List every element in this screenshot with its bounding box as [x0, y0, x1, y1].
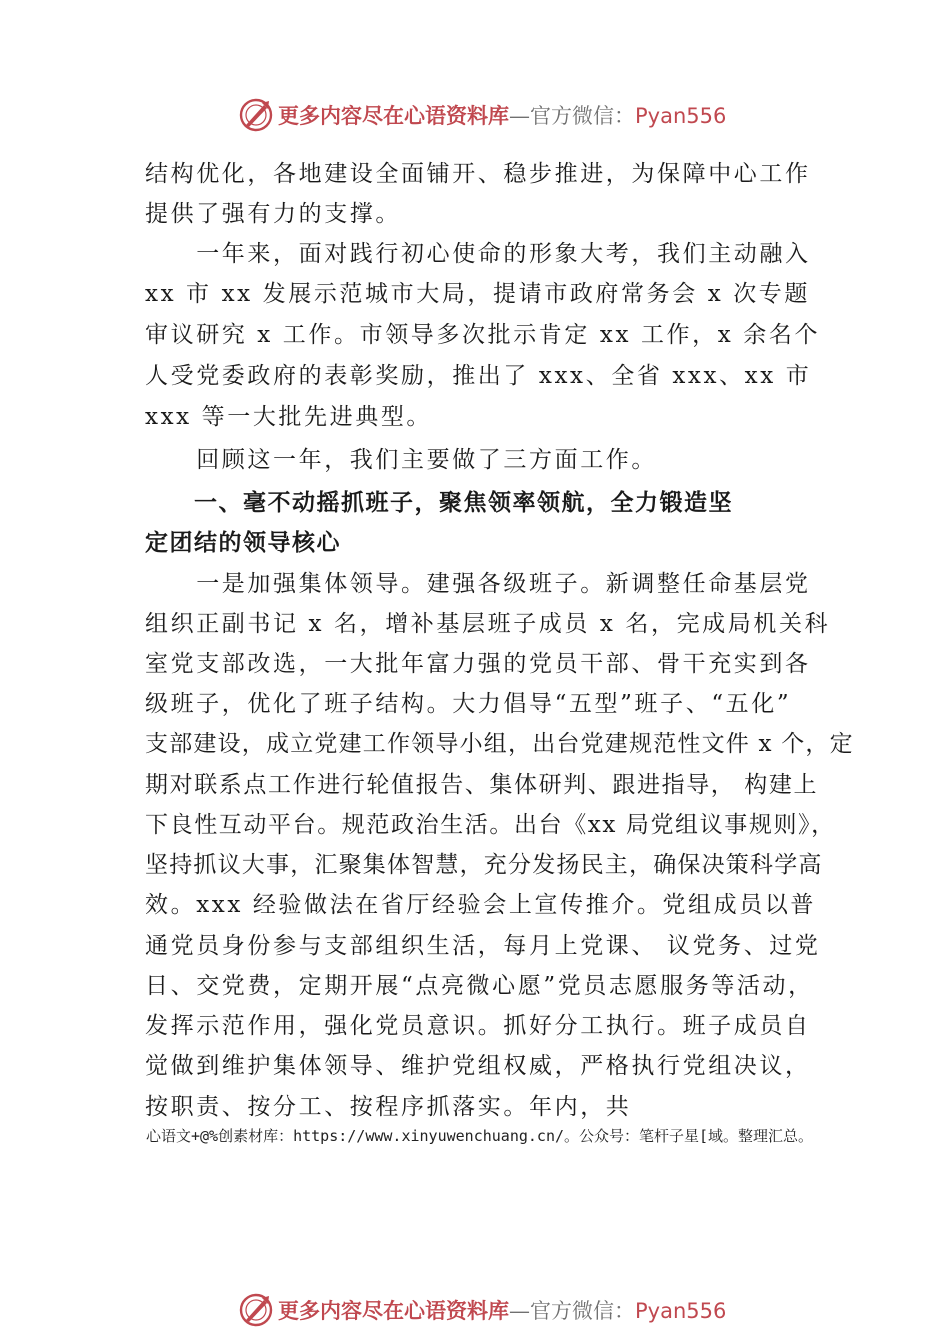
body-line: 坚持抓议大事，汇聚集体智慧，充分发扬民主，确保决策科学高 — [145, 852, 823, 878]
quill-seal-icon — [238, 1292, 274, 1328]
body-line: 日、交党费，定期开展“点亮微心愿”党员志愿服务等活动， — [145, 973, 814, 999]
banner-text — [278, 100, 726, 130]
banner-wechat-label: —官方微信： — [509, 104, 635, 128]
body-line: xxx 等一大批先进典型。 — [145, 404, 433, 430]
body-line: 下良性互动平台。规范政治生活。出台《xx 局党组议事规则》， — [145, 812, 836, 838]
banner-wechat-label: —官方微信： — [509, 1299, 635, 1323]
body-line: 通党员身份参与支部组织生活，每月上党课、 议党务、过党 — [145, 933, 821, 959]
quill-seal-icon — [238, 97, 274, 133]
body-line: 室党支部改选，一大批年富力强的党员干部、骨干充实到各 — [145, 651, 811, 677]
body-line: 一是加强集体领导。建强各级班子。新调整任命基层党 — [145, 571, 811, 597]
body-line: 级班子，优化了班子结构。大力倡导“五型”班子、“五化” — [145, 691, 792, 717]
body-line: 觉做到维护集体领导、维护党组权威，严格执行党组决议， — [145, 1053, 811, 1079]
banner-text — [278, 1295, 726, 1325]
footer-note: 心语文+@%创素材库：https://www.xinyuwenchuang.cn/。公众号：笔杆子星[域。整理汇总。 — [146, 1127, 814, 1145]
bottom-banner — [0, 1291, 950, 1331]
section-heading: 定团结的领导核心 — [145, 530, 341, 556]
body-line: 按职责、按分工、按程序抓落实。年内，共 — [145, 1094, 632, 1120]
body-line: 结构优化，各地建设全面铺开、稳步推进，为保障中心工作 — [145, 161, 811, 187]
top-banner — [0, 96, 950, 136]
body-line: 提供了强有力的支撑。 — [145, 201, 401, 227]
section-heading: 一、毫不动摇抓班子，聚焦领率领航，全力锻造坚 — [145, 490, 733, 516]
banner-wechat-id: Pyan556 — [635, 1299, 727, 1323]
body-line: 期对联系点工作进行轮值报告、集体研判、跟进指导， 构建上 — [145, 772, 819, 798]
banner-wechat-id: Pyan556 — [635, 104, 727, 128]
banner-brand: 更多内容尽在心语资料库 — [278, 1298, 509, 1323]
body-line: 支部建设，成立党建工作领导小组，出台党建规范性文件 x 个，定 — [145, 731, 854, 757]
body-line: 人受党委政府的表彰奖励，推出了 xxx、全省 xxx、xx 市 — [145, 363, 812, 389]
body-line: 回顾这一年，我们主要做了三方面工作。 — [145, 447, 657, 473]
body-line: 组织正副书记 x 名，增补基层班子成员 x 名，完成局机关科 — [145, 611, 831, 637]
banner-brand: 更多内容尽在心语资料库 — [278, 103, 509, 128]
body-line: 审议研究 x 工作。市领导多次批示肯定 xx 工作，x 余名个 — [145, 322, 821, 348]
body-line: 发挥示范作用，强化党员意识。抓好分工执行。班子成员自 — [145, 1013, 811, 1039]
body-line: 效。xxx 经验做法在省厅经验会上宣传推介。党组成员以普 — [145, 892, 817, 918]
body-line: 一年来，面对践行初心使命的形象大考，我们主动融入 — [145, 241, 811, 267]
body-line: xx 市 xx 发展示范城市大局，提请市政府常务会 x 次专题 — [145, 281, 811, 307]
